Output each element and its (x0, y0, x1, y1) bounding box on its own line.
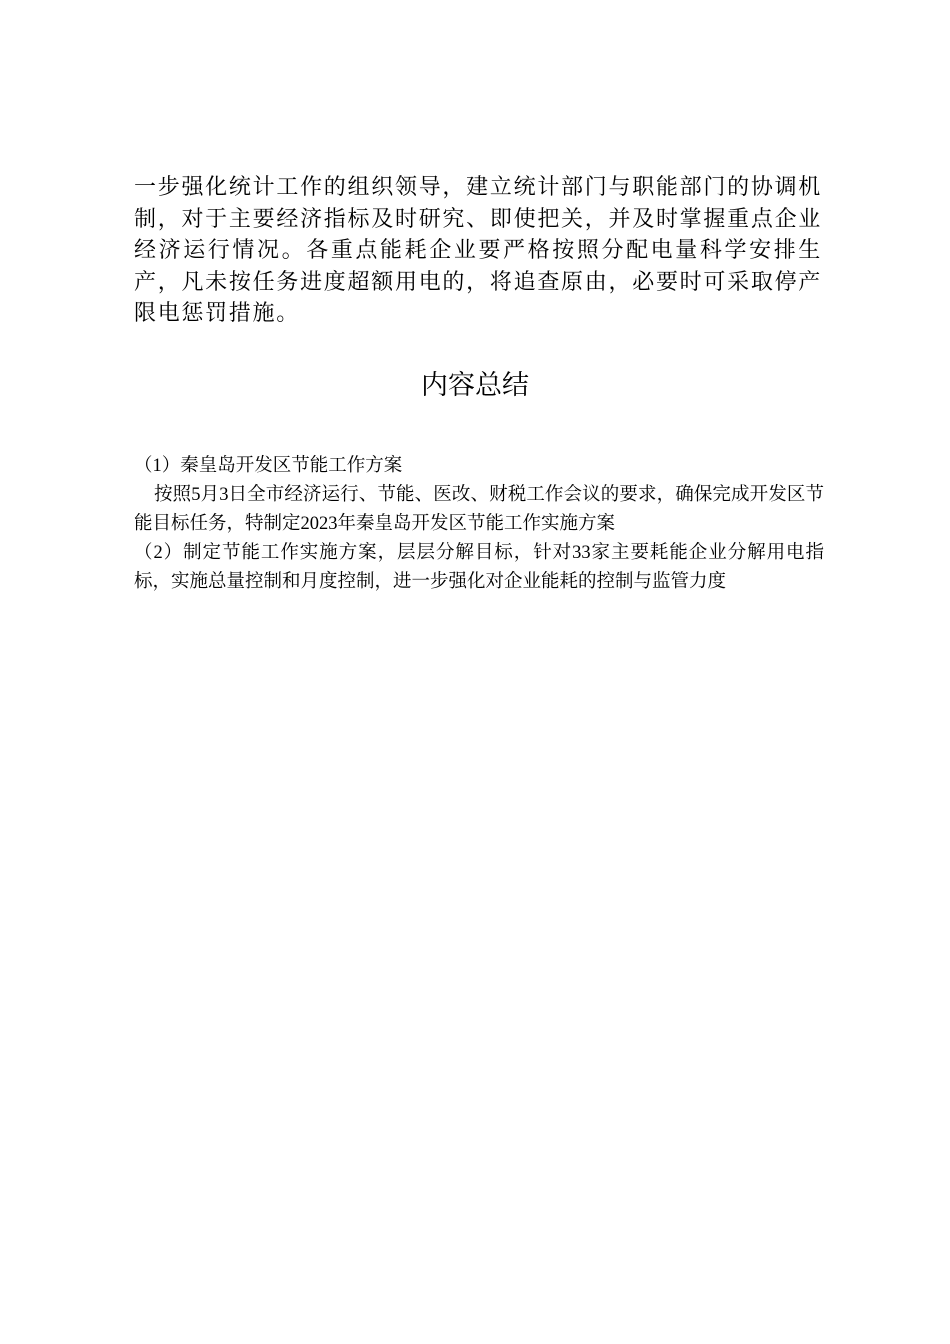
summary-item-2-body: （2）制定节能工作实施方案，层层分解目标，针对33家主要耗能企业分解用电指标，实施总量控制和月度控制，进一步强化对企业能耗的控制与监管力度 (134, 543, 824, 592)
section-title: 内容总结 (421, 370, 529, 401)
intro-paragraph: 一步强化统计工作的组织领导，建立统计部门与职能部门的协调机制，对于主要经济指标及时研究、即使把关，并及时掌握重点企业经济运行情况。各重点能耗企业要严格按照分配电量科学安排生产，凡未按任务进度超额用电的，将追查原由，必要时可采取停产限电惩罚措施。 (134, 175, 822, 326)
summary-item-1-body: 按照5月3日全市经济运行、节能、医改、财税工作会议的要求，确保完成开发区节能目标任务，特制定2023年秦皇岛开发区节能工作实施方案 (134, 485, 824, 534)
summary-section (134, 452, 824, 597)
summary-item-1-heading: （1）秦皇岛开发区节能工作方案 (134, 456, 403, 476)
